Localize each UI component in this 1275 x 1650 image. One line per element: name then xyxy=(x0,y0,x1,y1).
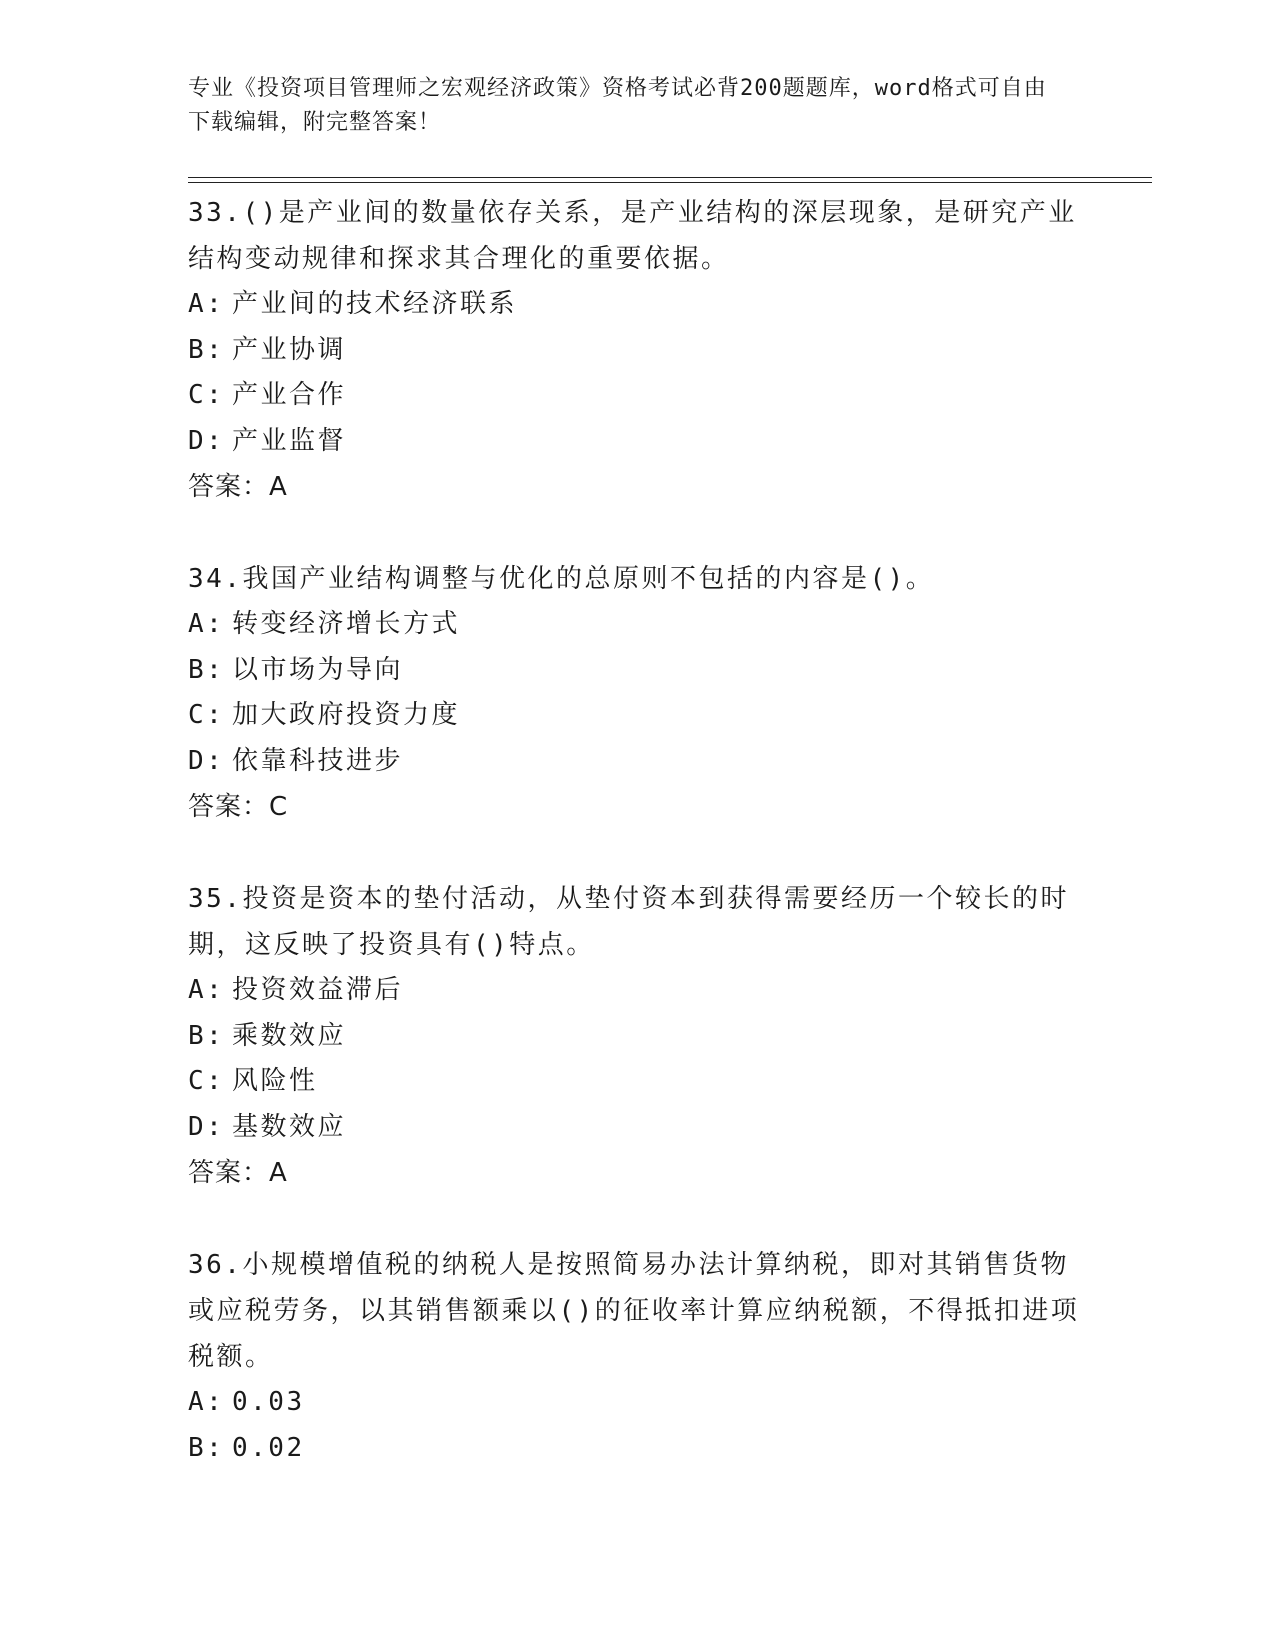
option-letter: D: xyxy=(188,425,225,456)
option-a xyxy=(188,1380,1088,1426)
option-letter: D: xyxy=(188,745,225,776)
option-b xyxy=(188,648,1088,694)
option-a xyxy=(188,282,1088,328)
option-letter: A: xyxy=(188,289,225,319)
option-letter: B: xyxy=(188,654,225,685)
question-stem: 35.投资是资本的垫付活动，从垫付资本到获得需要经历一个较长的时期，这反映了投资具有()特点。 xyxy=(188,884,1069,960)
answer-line: 答案：A xyxy=(188,472,288,502)
option-letter: A: xyxy=(188,609,225,639)
option-text: 产业间的技术经济联系 xyxy=(232,289,518,319)
answer-line: 答案：A xyxy=(188,1158,288,1188)
option-text: 产业监督 xyxy=(232,425,347,456)
question-35 xyxy=(188,876,1088,1196)
option-c xyxy=(188,1059,1088,1105)
option-letter: B: xyxy=(188,1020,225,1051)
option-c xyxy=(188,373,1088,419)
question-stem: 34.我国产业结构调整与优化的总原则不包括的内容是()。 xyxy=(188,564,935,594)
option-text: 以市场为导向 xyxy=(232,654,404,685)
option-c xyxy=(188,693,1088,739)
question-34 xyxy=(188,556,1088,830)
option-text: 加大政府投资力度 xyxy=(232,700,461,730)
document-header: 专业《投资项目管理师之宏观经济政策》资格考试必背200题题库，word格式可自由下载编辑，附完整答案！ xyxy=(188,76,1047,135)
question-stem: 33.()是产业间的数量依存关系，是产业结构的深层现象，是研究产业结构变动规律和探求其合理化的重要依据。 xyxy=(188,198,1077,274)
header-divider-top xyxy=(188,177,1152,178)
option-letter: D: xyxy=(188,1111,225,1142)
header-divider-bottom xyxy=(188,182,1152,183)
option-a xyxy=(188,968,1088,1014)
option-letter: A: xyxy=(188,975,225,1005)
option-text: 转变经济增长方式 xyxy=(232,609,461,639)
option-text: 依靠科技进步 xyxy=(232,745,404,776)
option-text: 风险性 xyxy=(232,1066,318,1096)
option-text: 投资效益滞后 xyxy=(232,975,404,1005)
option-text: 产业协调 xyxy=(232,334,347,365)
option-b xyxy=(188,1014,1088,1060)
option-letter: C: xyxy=(188,380,225,410)
option-letter: A: xyxy=(188,1387,225,1417)
answer-line: 答案：C xyxy=(188,792,289,822)
option-text: 产业合作 xyxy=(232,380,347,410)
option-letter: C: xyxy=(188,1066,225,1096)
option-b xyxy=(188,1426,1088,1472)
option-d xyxy=(188,739,1088,785)
option-d xyxy=(188,419,1088,465)
question-36 xyxy=(188,1242,1088,1471)
option-b xyxy=(188,328,1088,374)
option-text: 基数效应 xyxy=(232,1111,347,1142)
option-a xyxy=(188,602,1088,648)
option-text: 乘数效应 xyxy=(232,1020,347,1051)
option-letter: C: xyxy=(188,700,225,730)
question-33 xyxy=(188,190,1088,510)
option-text: 0.02 xyxy=(232,1432,305,1463)
question-stem: 36.小规模增值税的纳税人是按照简易办法计算纳税，即对其销售货物或应税劳务，以其销售额乘以()的征收率计算应纳税额，不得抵扣进项税额。 xyxy=(188,1250,1080,1372)
option-letter: B: xyxy=(188,334,225,365)
option-d xyxy=(188,1105,1088,1151)
question-list xyxy=(188,190,1088,1517)
option-letter: B: xyxy=(188,1432,225,1463)
option-text: 0.03 xyxy=(232,1387,305,1417)
